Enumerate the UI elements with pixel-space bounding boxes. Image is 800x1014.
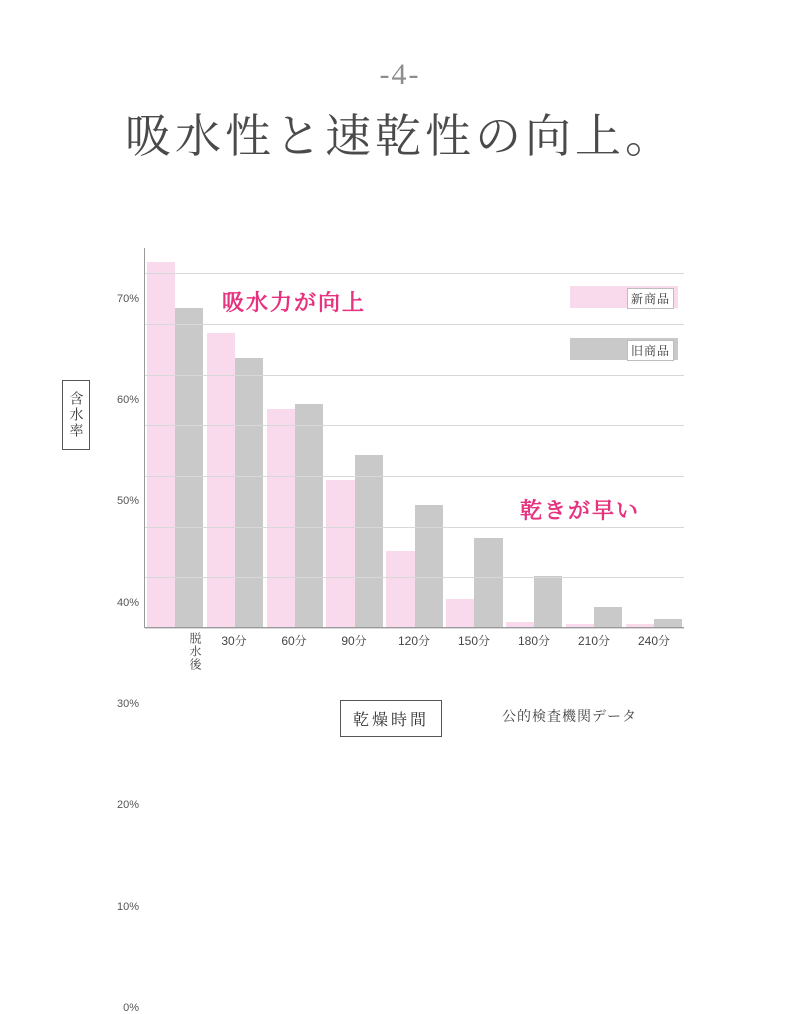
page-header	[0, 60, 800, 163]
y-tick-label: 30%	[116, 698, 139, 710]
bar-old	[355, 455, 383, 627]
y-tick-label: 0%	[123, 1002, 139, 1014]
bar-new	[626, 624, 654, 627]
x-tick-label: 240分	[637, 634, 671, 648]
source-note: 公的検査機関データ	[502, 708, 637, 724]
annotation-absorb: 吸水力が向上	[222, 290, 367, 315]
x-tick-label: 180分	[517, 634, 551, 648]
x-axis-label-box: 乾燥時間	[340, 700, 442, 737]
bar-group	[504, 248, 564, 627]
bar-old	[175, 308, 203, 627]
bar-old	[654, 619, 682, 627]
legend-row-old	[570, 338, 678, 360]
bar-group	[145, 248, 205, 627]
bar-group	[385, 248, 445, 627]
y-tick-label: 40%	[116, 596, 139, 609]
bar-new	[506, 622, 534, 627]
y-tick-label: 60%	[116, 394, 139, 406]
legend-row-new	[570, 286, 678, 308]
x-tick-label: 120分	[397, 634, 431, 648]
section-number: -4-	[379, 58, 421, 91]
bar-new	[207, 333, 235, 627]
bar-new	[267, 409, 295, 627]
x-tick-label: 150分	[457, 634, 491, 648]
x-tick-label: 90分	[341, 634, 367, 648]
bar-new	[386, 551, 414, 627]
annotation-dry: 乾きが早い	[520, 498, 641, 523]
bar-new	[326, 480, 354, 627]
x-tick-label: 30分	[221, 634, 247, 648]
y-tick-label: 50%	[116, 495, 139, 508]
y-axis-label-box: 含水率	[62, 380, 90, 450]
x-tick-label: 210分	[577, 634, 611, 648]
bar-old	[594, 607, 622, 627]
bar-new	[147, 262, 175, 627]
legend-label-new: 新商品	[627, 288, 674, 309]
bar-old	[415, 505, 443, 627]
page-title: 吸水性と速乾性の向上。	[125, 111, 675, 162]
x-tick-label-text: 脱水後	[188, 632, 202, 671]
y-tick-label: 20%	[116, 799, 139, 812]
x-tick-label: 60分	[281, 634, 307, 648]
bar-old	[235, 358, 263, 627]
y-tick-label: 70%	[116, 292, 139, 305]
legend-label-old: 旧商品	[627, 340, 674, 361]
bar-new	[566, 624, 594, 627]
bar-group	[444, 248, 504, 627]
x-axis-tick-labels	[144, 632, 684, 671]
x-tick-label	[144, 632, 204, 671]
bar-old	[295, 404, 323, 627]
bar-old	[534, 576, 562, 627]
y-tick-label: 10%	[116, 900, 139, 913]
bar-new	[446, 599, 474, 627]
chart-legend	[570, 286, 678, 390]
bar-old	[474, 538, 502, 627]
